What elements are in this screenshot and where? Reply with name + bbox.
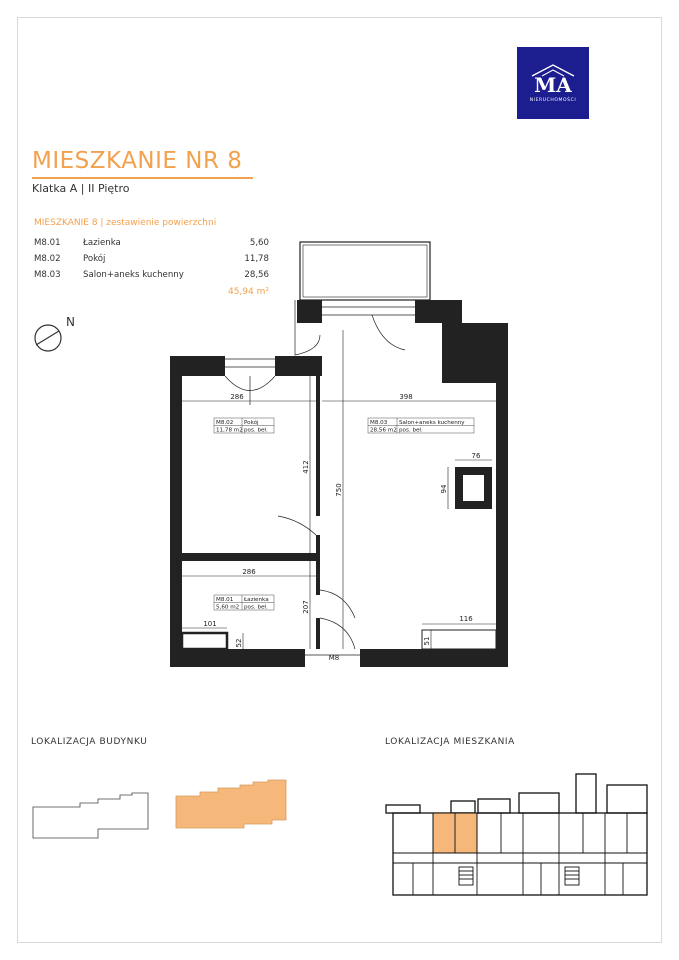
tag-name: Pokój <box>244 420 259 426</box>
tag-floor: pos. beł. <box>244 427 268 434</box>
area-summary-heading: MIESZKANIE 8 | zestawienie powierzchni <box>34 218 217 228</box>
page-subtitle: Klatka A | II Piętro <box>32 182 130 195</box>
dim-salon-width: 398 <box>399 393 413 401</box>
logo-monogram: MA <box>534 73 572 97</box>
ventilation-shaft <box>455 467 492 509</box>
tag-area: 28,56 m2 <box>370 427 397 434</box>
entrance-label: M8 <box>328 654 340 662</box>
dim-bath-small: 52 <box>235 638 243 648</box>
compass-icon <box>33 323 63 353</box>
room-tag-pokoj <box>214 418 274 434</box>
target-building <box>176 780 286 828</box>
tag-name: Salon+aneks kuchenny <box>399 420 465 426</box>
dim-lazienka-width: 286 <box>242 568 256 576</box>
room-area: 28,56 <box>244 270 269 280</box>
room-tag-lazienka <box>214 595 274 611</box>
tag-area: 5,60 m2 <box>216 604 240 611</box>
room-name: Salon+aneks kuchenny <box>83 270 184 280</box>
dim-bath-fixture: 101 <box>203 620 217 628</box>
neighbor-building <box>33 793 148 838</box>
tag-floor: pos. beł. <box>399 427 423 434</box>
page-title: MIESZKANIE NR 8 <box>32 148 243 174</box>
kitchen-counter <box>422 630 496 649</box>
total-area: 45,94 m² <box>227 287 269 297</box>
room-tag-salon <box>368 418 474 434</box>
tag-code: M8.01 <box>216 597 234 603</box>
building-location-label: LOKALIZACJA BUDYNKU <box>31 737 148 747</box>
balcony <box>300 242 430 300</box>
title-underline <box>32 177 253 179</box>
floor-plan <box>150 235 520 675</box>
dim-pokoj-width: 286 <box>230 393 244 401</box>
company-logo <box>517 47 589 119</box>
logo-subtitle: NIERUCHOMOŚCI <box>529 98 577 103</box>
room-code: M8.02 <box>34 254 61 264</box>
tag-floor: pos. beł. <box>244 604 268 611</box>
dim-apt-depth: 750 <box>335 483 343 497</box>
tag-area: 11,78 m2 <box>216 427 243 434</box>
bath-fixture <box>182 633 227 649</box>
room-code: M8.03 <box>34 270 61 280</box>
room-name: Pokój <box>83 254 106 264</box>
dim-lazienka-depth: 207 <box>302 600 310 614</box>
dim-shaft-width: 76 <box>471 452 481 460</box>
dim-pokoj-depth: 412 <box>302 460 310 474</box>
room-area: 5,60 <box>249 238 269 248</box>
tag-name: Łazienka <box>244 597 269 603</box>
compass-north-label: N <box>66 315 75 329</box>
room-name: Łazienka <box>83 238 121 248</box>
tag-code: M8.02 <box>216 420 234 426</box>
apartment-location-label: LOKALIZACJA MIESZKANIA <box>385 737 515 747</box>
dim-shaft-depth: 94 <box>440 484 448 494</box>
room-code: M8.01 <box>34 238 61 248</box>
dim-kitchen-small: 51 <box>423 636 431 646</box>
tag-code: M8.03 <box>370 420 388 426</box>
building-site-plan <box>28 776 298 846</box>
apartment-key-plan <box>383 771 655 899</box>
room-area: 11,78 <box>244 254 269 264</box>
dim-kitchen-counter: 116 <box>459 615 473 623</box>
